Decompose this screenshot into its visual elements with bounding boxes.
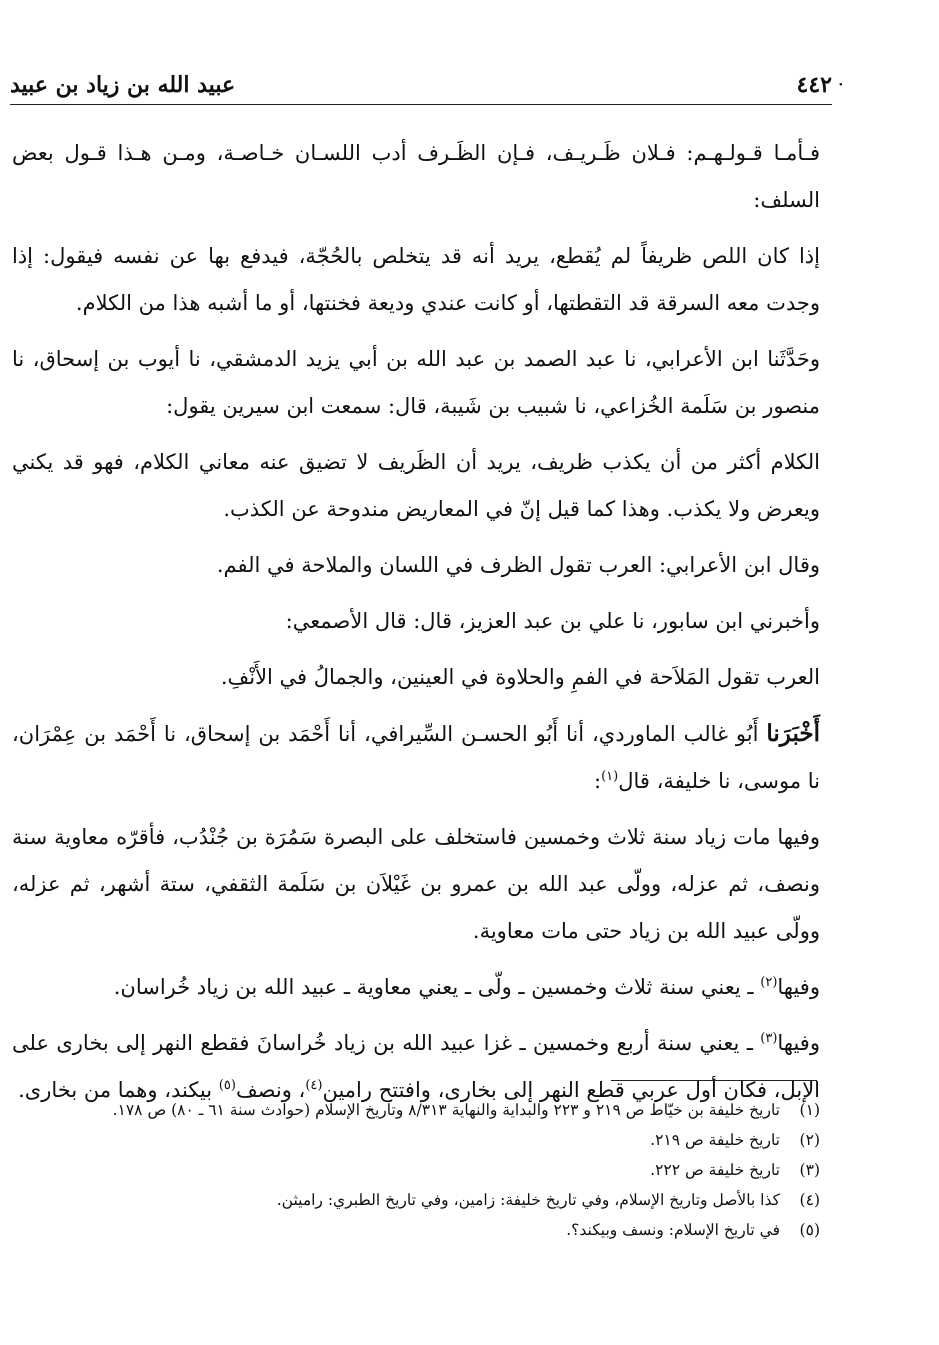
paragraph-text: العرب تقول المَلاَحة في الفمِ والحلاوة في العينين، والجمالُ في الأَنْفِ. — [220, 665, 820, 689]
footnote-reference: (٥) — [218, 1078, 236, 1093]
paragraph-text: وأخبرني ابن سابور، نا علي بن عبد العزيز، قال: قال الأصمعي: — [285, 609, 820, 633]
paragraph — [12, 598, 820, 645]
footnote-text: كذا بالأصل وتاريخ الإسلام، وفي تاريخ خليفة: زامين، وفي تاريخ الطبري: راميثن. — [276, 1191, 780, 1209]
footnote-number: (٢) — [799, 1131, 820, 1149]
footnote-reference: (٤) — [305, 1078, 323, 1093]
footnote-number: (٥) — [799, 1221, 820, 1239]
footnote-reference: (١) — [601, 769, 619, 784]
footnote-separator — [611, 1080, 817, 1081]
footnote-number: (١) — [799, 1101, 820, 1119]
paragraph — [12, 654, 820, 701]
paragraph-text: إذا كان اللص ظريفاً لم يُقطع، يريد أنه قد يتخلص بالحُجّة، فيدفع بها عن نفسه فيقول: إذا وجدت معه السرقة قد التقطتها، أو كانت عندي وديعة فخنتها، أو ما أشبه هذا من الكلام. — [12, 244, 820, 315]
paragraph-text: وفيها — [777, 975, 820, 999]
footnote — [12, 1185, 820, 1215]
footnote — [12, 1215, 820, 1245]
footnote-reference: (٢) — [760, 975, 778, 990]
footnote-number: (٤) — [799, 1191, 820, 1209]
footnotes — [12, 1095, 820, 1245]
footnote-reference: (٣) — [760, 1031, 778, 1046]
paragraph-text: ، ونصف — [235, 1078, 306, 1102]
paragraph — [12, 336, 820, 430]
paragraph-text: فـأمـا قـولـهـم: فـلان ظَـريـف، فـإن الظَـرف أدب اللسـان خـاصـة، ومـن هـذا قـول بعض السلف: — [12, 141, 820, 212]
running-title: عبيد الله بن زياد بن عبيد — [10, 72, 236, 98]
header-dot: · — [837, 72, 844, 96]
paragraph-text: وقال ابن الأعرابي: العرب تقول الظرف في اللسان والملاحة في الفم. — [216, 553, 820, 577]
paragraph-text: أَبُو غالب الماوردي، أنا أَبُو الحسـن السِّيرافي، أنا أَحْمَد بن إسحاق، نا أَحْمَد بن عِمْرَان، نا موسى، نا خليفة، قال — [12, 722, 820, 793]
paragraph — [12, 439, 820, 533]
page-header — [10, 70, 844, 105]
footnote-text: تاريخ خليفة ص ٢١٩. — [650, 1131, 780, 1149]
paragraph — [12, 814, 820, 955]
paragraph — [12, 710, 820, 805]
paragraph-text: وحَدَّثَنا ابن الأعرابي، نا عبد الصمد بن عبد الله بن أبي يزيد الدمشقي، نا أيوب بن إسحاق، نا منصور بن سَلَمة الخُزاعي، نا شبيب بن شَيبة، قال: سمعت ابن سيرين يقول: — [12, 347, 820, 418]
paragraph-text: ـ يعني سنة ثلاث وخمسين ـ ولّى ـ يعني معاوية ـ عبيد الله بن زياد خُراسان. — [113, 975, 761, 999]
paragraph — [12, 233, 820, 327]
paragraph — [12, 964, 820, 1011]
paragraph-text: : — [593, 769, 602, 793]
footnote — [12, 1125, 820, 1155]
paragraph — [12, 542, 820, 589]
paragraph — [12, 130, 820, 224]
paragraph-text: الكلام أكثر من أن يكذب ظريف، يريد أن الظَريف لا تضيق عنه معاني الكلام، فهو قد يكني ويعرض ولا يكذب. وهذا كما قيل إنّ في المعاريض مندوحة عن الكذب. — [12, 450, 820, 521]
footnote — [12, 1095, 820, 1125]
page-number: ٤٤٢ — [796, 72, 832, 98]
body-text — [12, 130, 820, 1123]
footnote-number: (٣) — [799, 1161, 820, 1179]
paragraph-text: وفيها — [777, 1031, 820, 1055]
footnote-text: في تاريخ الإسلام: ونسف وبيكند؟. — [566, 1221, 780, 1239]
footnote — [12, 1155, 820, 1185]
paragraph-text: بيكند، وهما من بخارى. — [18, 1078, 219, 1102]
paragraph-text: وفيها مات زياد سنة ثلاث وخمسين فاستخلف على البصرة سَمُرَة بن جُنْدُب، فأقرّه معاوية سنة ونصف، ثم عزله، وولّى عبد الله بن عمرو بن غَيْلاَن بن سَلَمة الثقفي، ستة أشهر، ثم عزله، وولّى عبيد الله بن زياد حتى مات معاوية. — [12, 825, 820, 943]
chain-keyword: أَخْبَرَنا — [766, 720, 820, 747]
paragraph-text: ـ يعني سنة أربع وخمسين ـ غزا عبيد الله بن زياد خُراسانَ فقطع النهر إلى بخارى على الإبل، فكان أول عربي قطع النهر إلى بخارى، وافتتح رامين — [12, 1031, 820, 1102]
footnote-text: تاريخ خليفة ص ٢٢٢. — [650, 1161, 780, 1179]
footnote-text: تاريخ خليفة بن خيّاط ص ٢١٩ و ٢٢٣ والبداية والنهاية ٨/٣١٣ وتاريخ الإسلام (حوادث سنة ٦١ ـ ٨٠) ص ١٧٨. — [112, 1101, 780, 1119]
